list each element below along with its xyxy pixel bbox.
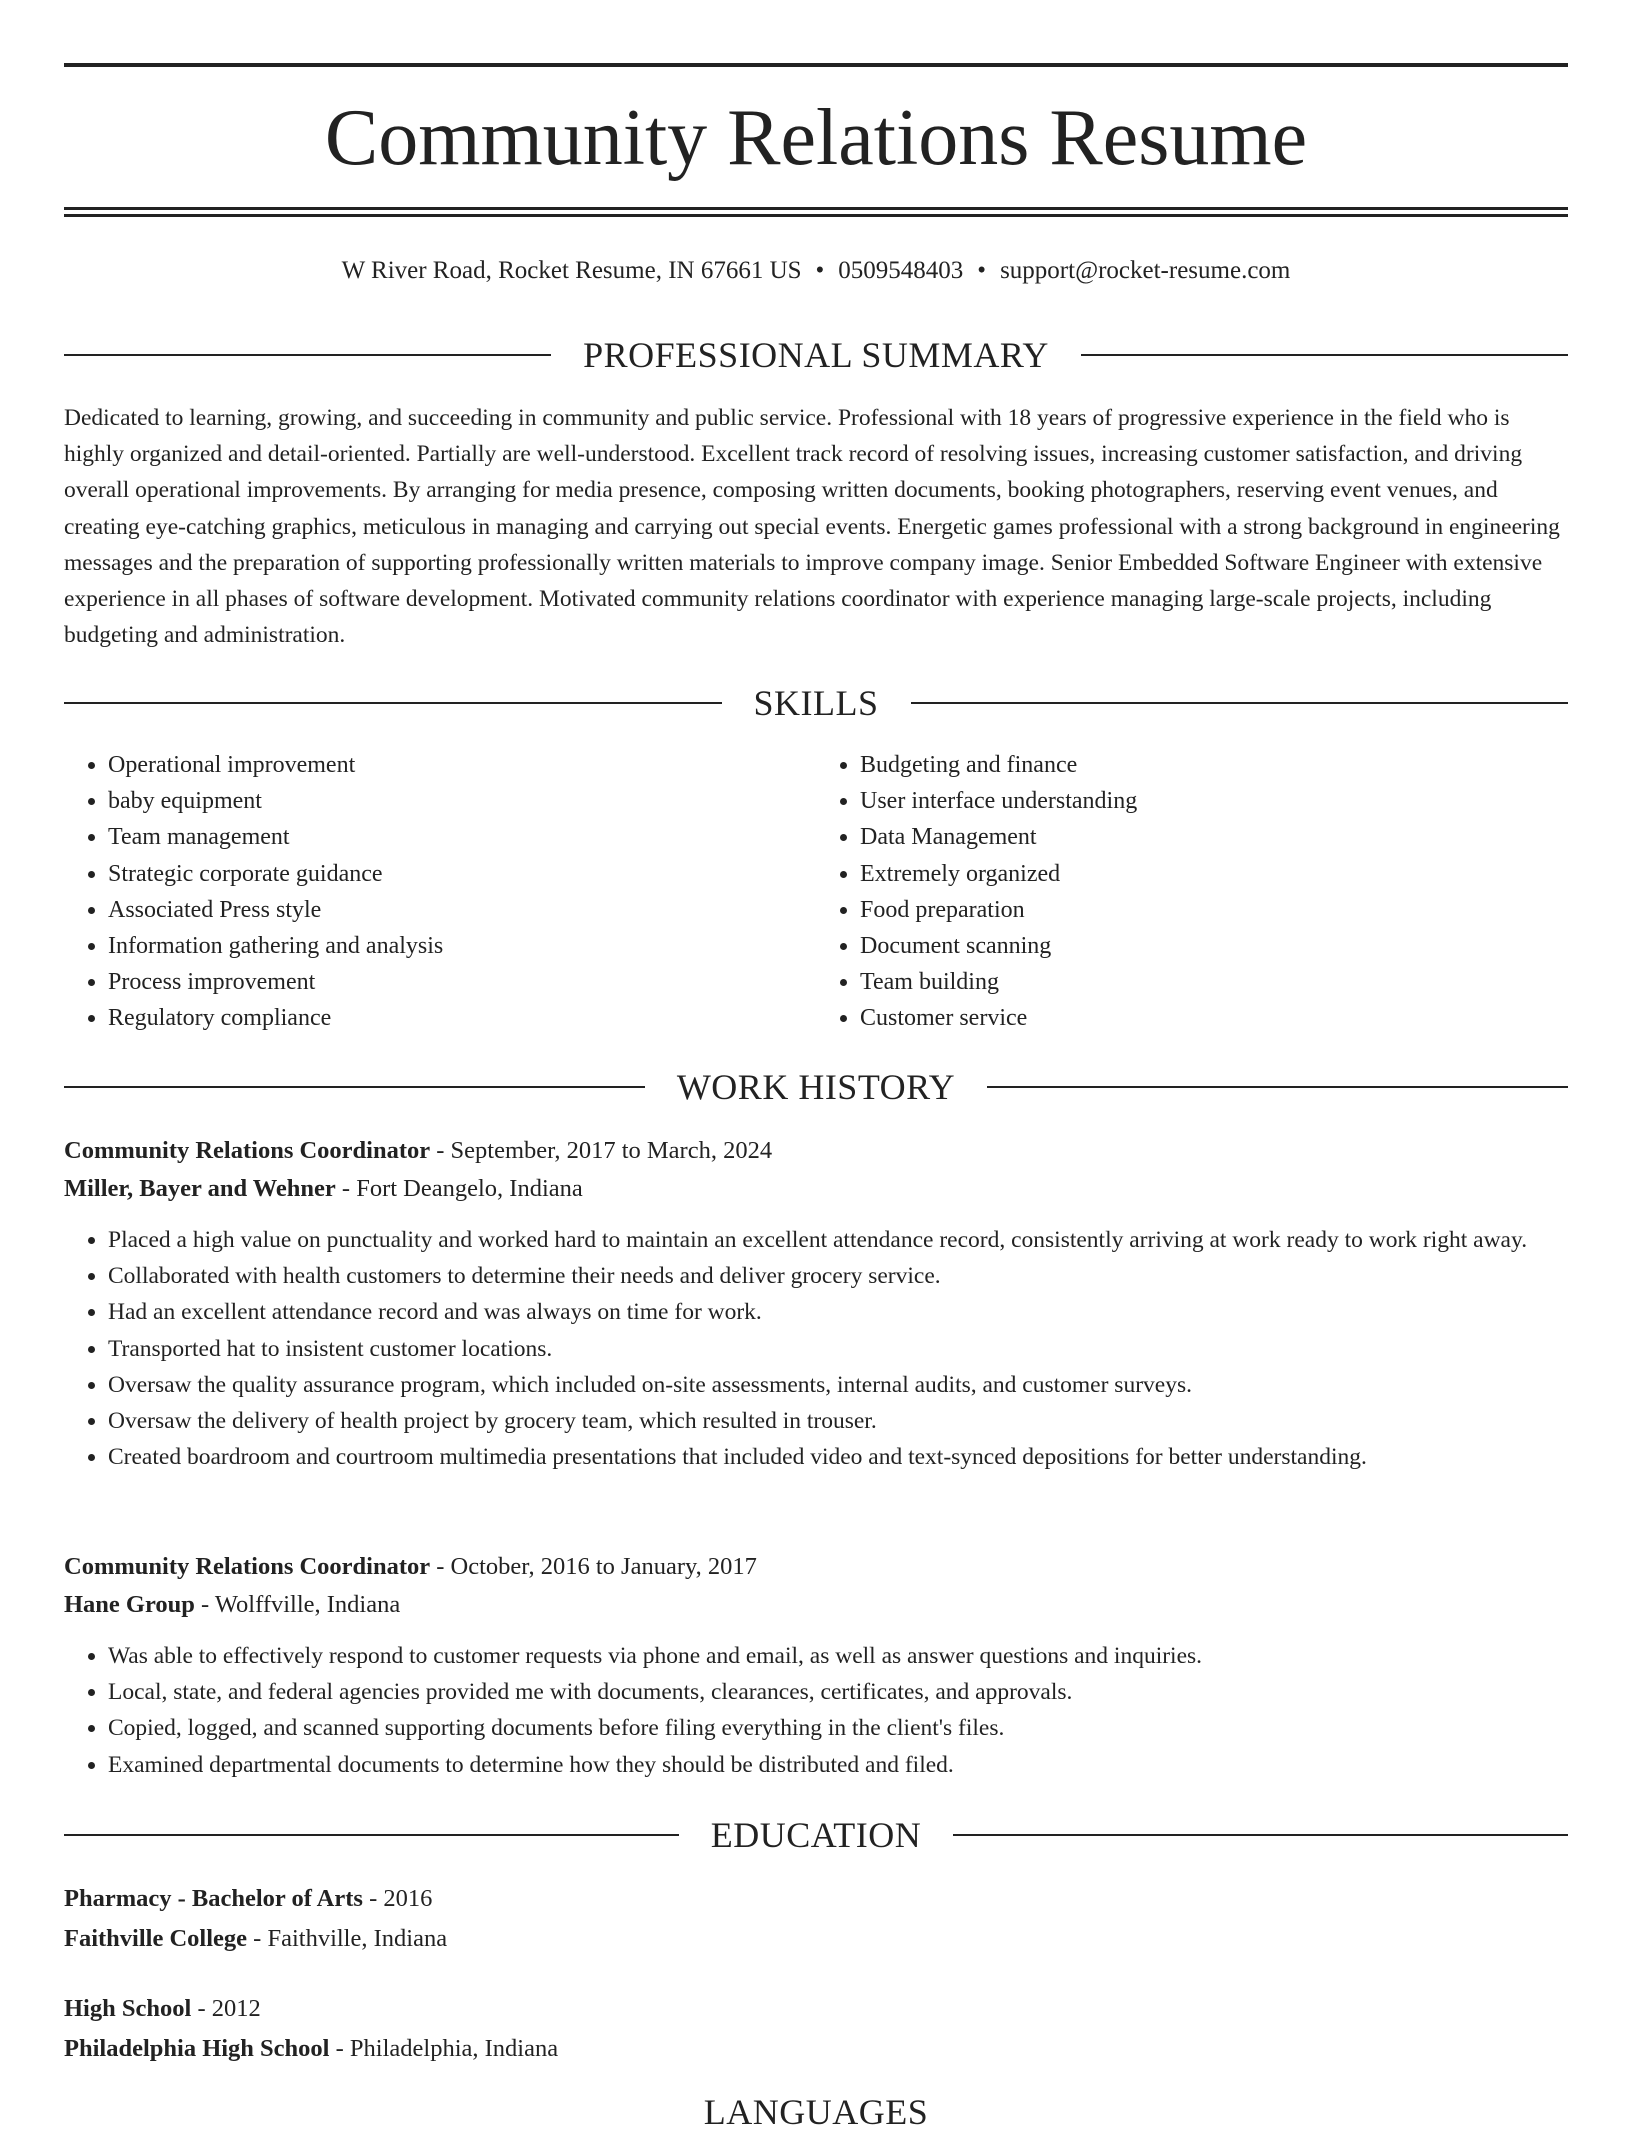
- skills-column-left: [64, 747, 816, 1037]
- education-degree-line: [64, 1989, 1568, 2029]
- job-dates: - October, 2016 to January, 2017: [430, 1553, 757, 1580]
- section-header-skills: [64, 681, 1568, 725]
- skill-item: • Information gathering and analysis: [108, 928, 816, 964]
- degree-year: - 2016: [362, 1885, 433, 1912]
- contact-phone: 0509548403: [838, 257, 964, 284]
- work-bullet: • Examined departmental documents to determine how they should be distributed and filed.: [108, 1747, 1568, 1783]
- company-name: Miller, Bayer and Wehner: [64, 1175, 336, 1202]
- skill-item: • Team building: [860, 964, 1568, 1000]
- skill-item: • Budgeting and finance: [860, 747, 1568, 783]
- work-company-line: [64, 1586, 1568, 1624]
- section-header-education: [64, 1813, 1568, 1857]
- skill-item: • Team management: [108, 819, 816, 855]
- section-rule: [1081, 354, 1568, 356]
- skill-item: • Document scanning: [860, 928, 1568, 964]
- top-rule: [64, 63, 1568, 67]
- skill-item: • Data Management: [860, 819, 1568, 855]
- skill-item: • Associated Press style: [108, 892, 816, 928]
- skill-item: • Process improvement: [108, 964, 816, 1000]
- education-school-line: [64, 2029, 1568, 2069]
- section-title-education: EDUCATION: [710, 1815, 922, 1855]
- school-name: Faithville College: [64, 1925, 248, 1952]
- education-school-line: [64, 1919, 1568, 1959]
- contact-line: [64, 254, 1568, 288]
- title-double-rule: [64, 207, 1568, 217]
- company-location: - Fort Deangelo, Indiana: [335, 1175, 583, 1202]
- work-bullet: • Was able to effectively respond to customer requests via phone and email, as well as answer questions and inquiries.: [108, 1638, 1568, 1674]
- degree-year: - 2012: [191, 1995, 261, 2022]
- section-title-skills: SKILLS: [753, 683, 879, 723]
- company-name: Hane Group: [64, 1591, 195, 1618]
- work-bullets: [64, 1222, 1568, 1475]
- job-dates: - September, 2017 to March, 2024: [430, 1137, 773, 1164]
- section-rule: [64, 1834, 679, 1836]
- job-title: Community Relations Coordinator: [64, 1137, 431, 1164]
- company-location: - Wolffville, Indiana: [194, 1591, 401, 1618]
- contact-separator: •: [977, 257, 987, 284]
- section-rule: [953, 1834, 1568, 1836]
- contact-separator: •: [815, 257, 825, 284]
- job-title: Community Relations Coordinator: [64, 1553, 431, 1580]
- skill-item: • User interface understanding: [860, 783, 1568, 819]
- section-rule: [64, 1086, 645, 1088]
- work-bullet: • Transported hat to insistent customer locations.: [108, 1331, 1568, 1367]
- skills-column-right: [816, 747, 1568, 1037]
- skill-item: • Customer service: [860, 1000, 1568, 1036]
- skill-item: • Operational improvement: [108, 747, 816, 783]
- section-title-languages: LANGUAGES: [703, 2092, 929, 2132]
- section-header-work: [64, 1065, 1568, 1109]
- education-degree-line: [64, 1879, 1568, 1919]
- degree-name: High School: [64, 1995, 192, 2022]
- section-rule: [64, 702, 722, 704]
- work-title-line: [64, 1132, 1568, 1170]
- skill-item: • Regulatory compliance: [108, 1000, 816, 1036]
- contact-email: support@rocket-resume.com: [1000, 257, 1291, 284]
- work-bullet: • Placed a high value on punctuality and worked hard to maintain an excellent attendance record, consistently arriving at work ready to work right away.: [108, 1222, 1568, 1258]
- work-entry: [64, 1548, 1568, 1783]
- section-title-summary: PROFESSIONAL SUMMARY: [583, 335, 1049, 375]
- skills-list: [64, 747, 1568, 1037]
- work-bullet: • Oversaw the quality assurance program, which included on-site assessments, internal audits, and customer surveys.: [108, 1367, 1568, 1403]
- skill-item: • baby equipment: [108, 783, 816, 819]
- work-bullet: • Created boardroom and courtroom multimedia presentations that included video and text-synced depositions for better understanding.: [108, 1439, 1568, 1475]
- section-rule: [64, 354, 551, 356]
- school-location: - Philadelphia, Indiana: [329, 2035, 559, 2062]
- section-rule: [987, 1086, 1568, 1088]
- contact-address: W River Road, Rocket Resume, IN 67661 US: [341, 257, 802, 284]
- school-location: - Faithville, Indiana: [247, 1925, 448, 1952]
- section-header-languages: [64, 2090, 1568, 2134]
- work-entry: [64, 1132, 1568, 1475]
- resume-title: Community Relations Resume: [324, 94, 1308, 182]
- education-entry: [64, 1879, 1568, 1959]
- work-bullet: • Had an excellent attendance record and was always on time for work.: [108, 1294, 1568, 1330]
- work-bullet: • Copied, logged, and scanned supporting documents before filing everything in the client's files.: [108, 1710, 1568, 1746]
- work-bullets: [64, 1638, 1568, 1783]
- summary-text: Dedicated to learning, growing, and succeeding in community and public service. Professional with 18 years of progressive experience in the field who is highly organized and detail-oriented. Partially are well-understood. Excellent track record of resolving issues, increasing customer satisfaction, and driving overall operational improvements. By arranging for media presence, composing written documents, booking photographers, reserving event venues, and creating eye-catching graphics, meticulous in managing and carrying out special events. Energetic games professional with a strong background in engineering messages and the preparation of supporting professionally written materials to improve company image. Senior Embedded Software Engineer with extensive experience in all phases of software development. Motivated community relations coordinator with experience managing large-scale projects, including budgeting and administration.: [64, 405, 1560, 649]
- degree-name: Pharmacy - Bachelor of Arts: [64, 1885, 363, 1912]
- work-company-line: [64, 1170, 1568, 1208]
- skill-item: • Strategic corporate guidance: [108, 856, 816, 892]
- work-title-line: [64, 1548, 1568, 1586]
- work-bullet: • Oversaw the delivery of health project by grocery team, which resulted in trouser.: [108, 1403, 1568, 1439]
- section-rule: [911, 702, 1569, 704]
- work-bullet: • Collaborated with health customers to determine their needs and deliver grocery service.: [108, 1258, 1568, 1294]
- section-title-work: WORK HISTORY: [676, 1067, 956, 1107]
- skill-item: • Extremely organized: [860, 856, 1568, 892]
- section-header-summary: [64, 333, 1568, 377]
- skill-item: • Food preparation: [860, 892, 1568, 928]
- education-entry: [64, 1989, 1568, 2069]
- school-name: Philadelphia High School: [64, 2035, 330, 2062]
- work-bullet: • Local, state, and federal agencies provided me with documents, clearances, certificates, and approvals.: [108, 1674, 1568, 1710]
